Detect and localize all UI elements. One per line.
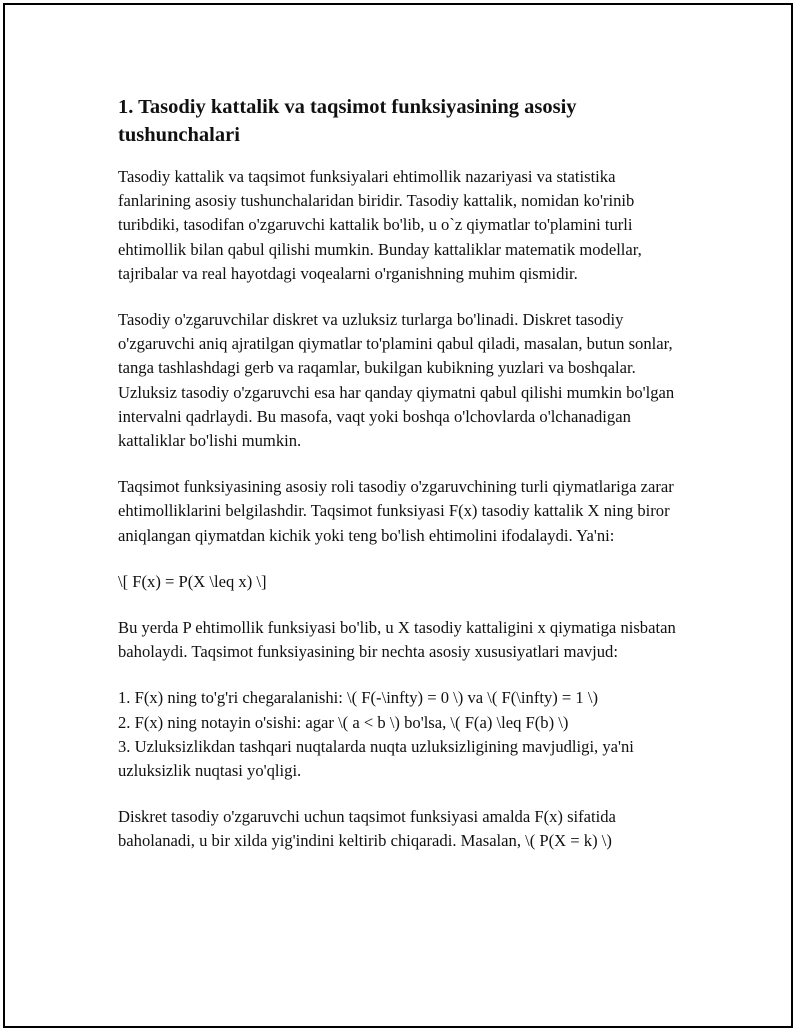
formula-line: \[ F(x) = P(X \leq x) \] <box>118 571 267 591</box>
paragraph-distribution-role: Taqsimot funksiyasining asosiy roli tasodiy o'zgaruvchining turli qiymatlariga zarar ehtimolliklarini belgilashdir. Taqsimot funksiyasi F(x) tasodiy kattalik X ning biror aniqlangan qiymatdan kichik yoki teng bo'lish ehtimolini ifodalaydi. Ya'ni: <box>118 477 674 545</box>
paragraph-intro: Tasodiy kattalik va taqsimot funksiyalari ehtimollik nazariyasi va statistika fanlarining asosiy tushunchalaridan biridir. Tasodiy kattalik, nomidan ko'rinib turibdiki, tasodifan o'zgaruvchi kattalik bo'lib, u o`z qiymatlar to'plamini turli ehtimollik bilan qabul qilishi mumkin. Bunday kattaliklar matematik modellar, tajribalar va real hayotdagi voqealarni o'rganishning muhim qismidir. <box>118 167 642 283</box>
paragraph-properties-intro: Bu yerda P ehtimollik funksiyasi bo'lib, u X tasodiy kattaligini x qiymatiga nisbatan baholaydi. Taqsimot funksiyasining bir nechta asosiy xususiyatlari mavjud: <box>118 618 676 662</box>
list-item: 2. F(x) ning notayin o'sishi: agar \( a < b \) bo'lsa, \( F(a) \leq F(b) \) <box>118 712 569 732</box>
paragraph-types: Tasodiy o'zgaruvchilar diskret va uzluksiz turlarga bo'linadi. Diskret tasodiy o'zgaruvchi aniq ajratilgan qiymatlar to'plamini qabul qiladi, masalan, butun sonlar, tanga tashlashdagi gerb va raqamlar, bukilgan kubikning yuzlari va boshqalar. Uzluksiz tasodiy o'zgaruvchi esa har qanday qiymatni qabul qilishi mumkin bo'lgan intervalni qadrlaydi. Bu masofa, vaqt yoki boshqa o'lchovlarda o'lchanadigan kattaliklar bo'lishi mumkin. <box>118 310 675 451</box>
list-item: 3. Uzluksizlikdan tashqari nuqtalarda nuqta uzluksizligining mavjudligi, ya'ni uzluksizlik nuqtasi yo'qligi. <box>118 736 634 781</box>
paragraph-discrete: Diskret tasodiy o'zgaruvchi uchun taqsimot funksiyasi amalda F(x) sifatida baholanadi, u bir xilda yig'indini keltirib chiqaradi. Masalan, \( P(X = k) \) <box>118 807 616 851</box>
list-item: 1. F(x) ning to'g'ri chegaralanishi: \( F(-\infty) = 0 \) va \( F(\infty) = 1 \) <box>118 688 599 708</box>
section-heading: 1. Tasodiy kattalik va taqsimot funksiyasining asosiy tushunchalari <box>118 96 577 146</box>
properties-list <box>118 686 688 783</box>
document-body <box>118 93 688 876</box>
